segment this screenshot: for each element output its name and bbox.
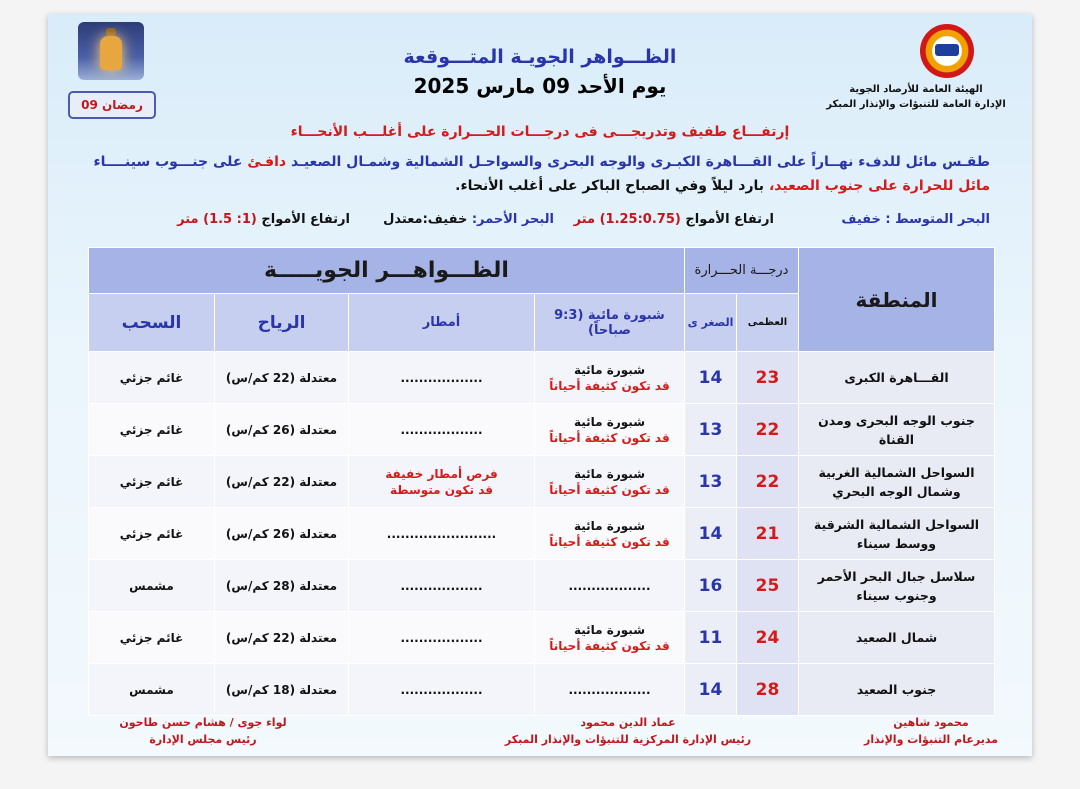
cell-wind [215, 456, 349, 508]
wind-text: معتدلة (22 كم/س) [225, 370, 338, 385]
cell-max [737, 612, 799, 664]
fog-note: قد تكون كثيفة أحياناً [549, 430, 670, 445]
wind-text: معتدلة (22 كم/س) [225, 474, 338, 489]
fog-note: قد تكون كثيفة أحياناً [549, 534, 670, 549]
signature-central-admin: عماد الدين محمود رئيس الإدارة المركزية للتنبؤات والإنذار المبكر [504, 716, 752, 746]
cell-region [799, 664, 995, 716]
max-text: 28 [755, 679, 780, 700]
table-row [89, 352, 995, 404]
cell-rain [349, 664, 535, 716]
cell-region [799, 352, 995, 404]
mediterranean-waves: ارتفاع الأمواج (1.25:0.75) متر [573, 212, 774, 227]
min-text: 13 [698, 471, 723, 492]
description-line-2 [455, 178, 990, 194]
cloud-text: مشمس [129, 682, 174, 697]
header-min: الصغر ى [685, 294, 737, 352]
cloud-text: مشمس [129, 578, 174, 593]
wind-text: معتدلة (18 كم/س) [225, 682, 338, 697]
cell-fog [535, 664, 685, 716]
region-text: السواحل الشمالية الشرقية ووسط سيناء [813, 516, 980, 551]
cell-min [685, 404, 737, 456]
cell-wind [215, 508, 349, 560]
region-text: شمال الصعيد [855, 630, 938, 645]
desc-warm: دافـئ [247, 154, 287, 170]
fog-text: شبورة مائية [573, 466, 645, 481]
fog-text: شبورة مائية [573, 362, 645, 377]
cell-min [685, 612, 737, 664]
cell-max [737, 664, 799, 716]
min-text: 14 [698, 523, 723, 544]
header-max: العظمى [737, 294, 799, 352]
ramadan-date-badge: 09 رمضان [68, 91, 156, 119]
max-text: 23 [755, 367, 780, 388]
org-line-2: الإدارة العامة للتنبؤات والإنذار المبكر [826, 99, 1006, 110]
header-wind: الرياح [215, 294, 349, 352]
cell-wind [215, 404, 349, 456]
region-text: جنوب الوجه البحرى ومدن القناة [818, 412, 975, 447]
rain-text: فرص أمطار خفيفة [385, 466, 498, 481]
signature-chairman: لواء جوى / هشام حسن طاحون رئيس مجلس الإدارة [119, 716, 287, 746]
fog-text: شبورة مائية [573, 414, 645, 429]
table-row [89, 404, 995, 456]
cell-wind [215, 352, 349, 404]
max-text: 24 [755, 627, 780, 648]
cell-max [737, 352, 799, 404]
sea-conditions [48, 212, 1032, 234]
cell-max [737, 560, 799, 612]
cell-cloud [89, 664, 215, 716]
fog-note: قد تكون كثيفة أحياناً [549, 638, 670, 653]
region-text: القـــاهرة الكبرى [844, 370, 949, 385]
region-text: جنوب الصعيد [856, 682, 937, 697]
cloud-text: غائم جزئي [119, 526, 184, 541]
cell-cloud [89, 612, 215, 664]
cell-region [799, 456, 995, 508]
rain-text: .................. [400, 422, 483, 437]
cell-region [799, 508, 995, 560]
rain-text: .................. [400, 682, 483, 697]
header-region: المنطقة [799, 248, 995, 352]
min-text: 14 [698, 367, 723, 388]
table-row [89, 456, 995, 508]
red-sea-state: البحر الأحمر: خفيف:معتدل [383, 212, 554, 227]
desc-1a: طقـس مائل للدفء نهــاراً على القـــاهرة الكبـرى والوجه البحرى والسواحـل الشمالية وشمـال الصعيـد [286, 154, 990, 170]
lantern-cap [106, 28, 116, 36]
cell-region [799, 404, 995, 456]
signature-forecast-director: محمود شاهين مديرعام التنبؤات والإنذار [864, 716, 998, 746]
table-row [89, 508, 995, 560]
table-row [89, 560, 995, 612]
desc-1b: على جنـــوب سينــــاء [93, 154, 248, 170]
header-clouds: السحب [89, 294, 215, 352]
cell-region [799, 560, 995, 612]
description-line-1 [93, 154, 990, 170]
cell-cloud [89, 456, 215, 508]
cloud-text: غائم جزئي [119, 422, 184, 437]
cell-rain [349, 456, 535, 508]
cell-wind [215, 560, 349, 612]
header-temperature: درجـــة الحـــرارة [685, 248, 799, 294]
headline: إرتفـــاع طفيف وتدريجـــى فى درجـــات الحـــرارة على أغلـــب الأنحـــاء [290, 124, 790, 140]
cloud-text: غائم جزئي [119, 630, 184, 645]
red-sea-waves: ارتفاع الأمواج (1: 1.5) متر [177, 212, 350, 227]
cell-cloud [89, 508, 215, 560]
cell-min [685, 508, 737, 560]
cell-cloud [89, 352, 215, 404]
region-text: سلاسل جبال البحر الأحمر وجنوب سيناء [817, 568, 976, 603]
cell-rain [349, 508, 535, 560]
fog-note: قد تكون كثيفة أحياناً [549, 482, 670, 497]
cell-max [737, 456, 799, 508]
fog-text: شبورة مائية [573, 518, 645, 533]
table-row [89, 664, 995, 716]
cell-wind [215, 612, 349, 664]
rain-text: .................. [400, 370, 483, 385]
forecast-date: يوم الأحد 09 مارس 2025 [413, 74, 667, 98]
region-text: السواحل الشمالية الغربية وشمال الوجه البحري [818, 464, 975, 499]
min-text: 11 [698, 627, 723, 648]
cell-wind [215, 664, 349, 716]
cloud-text: غائم جزئي [119, 474, 184, 489]
cell-min [685, 456, 737, 508]
fog-text: .................. [568, 682, 651, 697]
cloud-text: غائم جزئي [119, 370, 184, 385]
table-row [89, 612, 995, 664]
cell-rain [349, 560, 535, 612]
fog-note: قد تكون كثيفة أحياناً [549, 378, 670, 393]
cell-fog [535, 560, 685, 612]
wind-text: معتدلة (28 كم/س) [225, 578, 338, 593]
cell-rain [349, 612, 535, 664]
cell-fog [535, 508, 685, 560]
fog-text: .................. [568, 578, 651, 593]
cell-min [685, 664, 737, 716]
cell-min [685, 560, 737, 612]
cell-region [799, 612, 995, 664]
min-text: 14 [698, 679, 723, 700]
cell-fog [535, 404, 685, 456]
cell-cloud [89, 560, 215, 612]
cell-cloud [89, 404, 215, 456]
mediterranean-state: البحر المتوسط : خفيف [841, 212, 990, 227]
header-fog: شبورة مائية (9:3 صباحاً) [535, 294, 685, 352]
fog-text: شبورة مائية [573, 622, 645, 637]
wind-text: معتدلة (26 كم/س) [225, 526, 338, 541]
cell-rain [349, 404, 535, 456]
cell-max [737, 404, 799, 456]
cell-max [737, 508, 799, 560]
cell-min [685, 352, 737, 404]
header-phenomena: الظـــواهـــر الجويـــــة [89, 248, 685, 294]
rain-text: ........................ [386, 526, 497, 541]
cell-fog [535, 352, 685, 404]
max-text: 22 [755, 471, 780, 492]
cell-fog [535, 456, 685, 508]
forecast-sheet [48, 14, 1032, 756]
max-text: 22 [755, 419, 780, 440]
rain-text: .................. [400, 578, 483, 593]
rain-text: .................. [400, 630, 483, 645]
cell-fog [535, 612, 685, 664]
org-line-1: الهيئة العامة للأرصاد الجوية [849, 84, 983, 95]
max-text: 25 [755, 575, 780, 596]
max-text: 21 [755, 523, 780, 544]
wind-text: معتدلة (26 كم/س) [225, 422, 338, 437]
rain-note: قد تكون متوسطة [389, 482, 493, 497]
min-text: 13 [698, 419, 723, 440]
header-rain: أمطار [349, 294, 535, 352]
cell-rain [349, 352, 535, 404]
wind-text: معتدلة (22 كم/س) [225, 630, 338, 645]
page-title: الظـــواهر الجويـة المتـــوقعة [403, 46, 677, 68]
desc-2a: مائل للحرارة على جنوب الصعيد، [764, 178, 990, 194]
min-text: 16 [698, 575, 723, 596]
desc-2b: بارد ليلاً وفي الصباح الباكر على أغلب الأنحاء. [455, 178, 765, 194]
forecast-table [88, 247, 995, 716]
